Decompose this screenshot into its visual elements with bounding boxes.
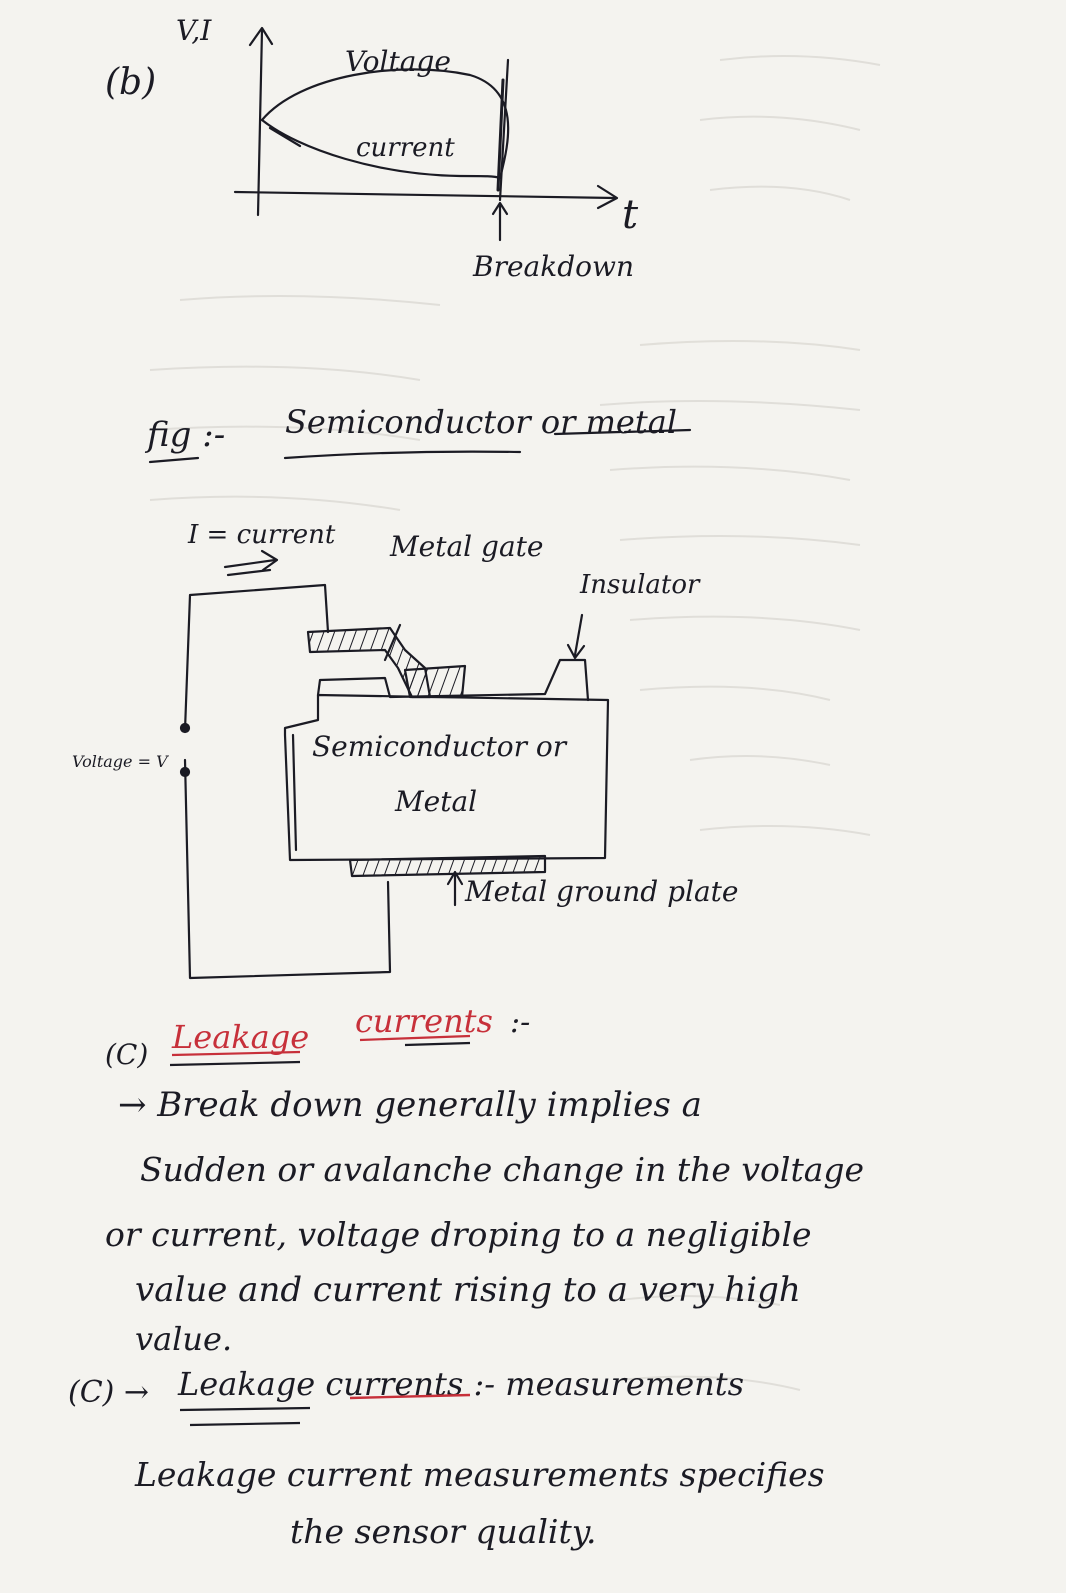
section-c1-heading-suffix: :-	[510, 1005, 531, 1040]
figure-caption-prefix: fig :-	[147, 415, 226, 455]
section-c2-line-2: the sensor quality.	[290, 1512, 597, 1551]
section-c1-line-1: → Break down generally implies a	[118, 1085, 702, 1125]
figure-caption: Semiconductor or metal	[285, 403, 678, 441]
insulator-label: Insulator	[580, 570, 700, 600]
section-c2-marker: (C) →	[68, 1375, 150, 1410]
section-c1-line-5: value.	[135, 1320, 233, 1358]
graph-breakdown-label: Breakdown	[473, 250, 634, 283]
graph-voltage-label: Voltage	[345, 45, 451, 78]
voltage-label: Voltage = V	[72, 752, 168, 771]
section-c1-line-2: Sudden or avalanche change in the voltage	[140, 1150, 865, 1189]
section-c1-line-4: value and current rising to a very high	[135, 1270, 801, 1310]
semiconductor-label-line2: Metal	[395, 785, 478, 818]
current-label: I = current	[188, 520, 336, 550]
gate-label: Metal gate	[390, 530, 544, 563]
graph-y-axis-label: V,I	[176, 14, 212, 47]
section-c1-heading-word2: currents	[355, 1002, 493, 1040]
graph-current-label: current	[356, 133, 455, 163]
section-c2-heading: Leakage currents :- measurements	[178, 1365, 745, 1403]
section-c1-line-3: or current, voltage droping to a negligible	[105, 1215, 812, 1254]
ground-plate-label: Metal ground plate	[465, 875, 739, 908]
section-c2-line-1: Leakage current measurements specifies	[135, 1455, 825, 1494]
semiconductor-label-line1: Semiconductor or	[312, 730, 567, 763]
section-c1-heading-word1: Leakage	[172, 1018, 310, 1056]
section-c1-marker: (C)	[105, 1038, 149, 1071]
part-b-label: (b)	[105, 62, 157, 103]
graph-x-axis-label: t	[622, 192, 639, 238]
